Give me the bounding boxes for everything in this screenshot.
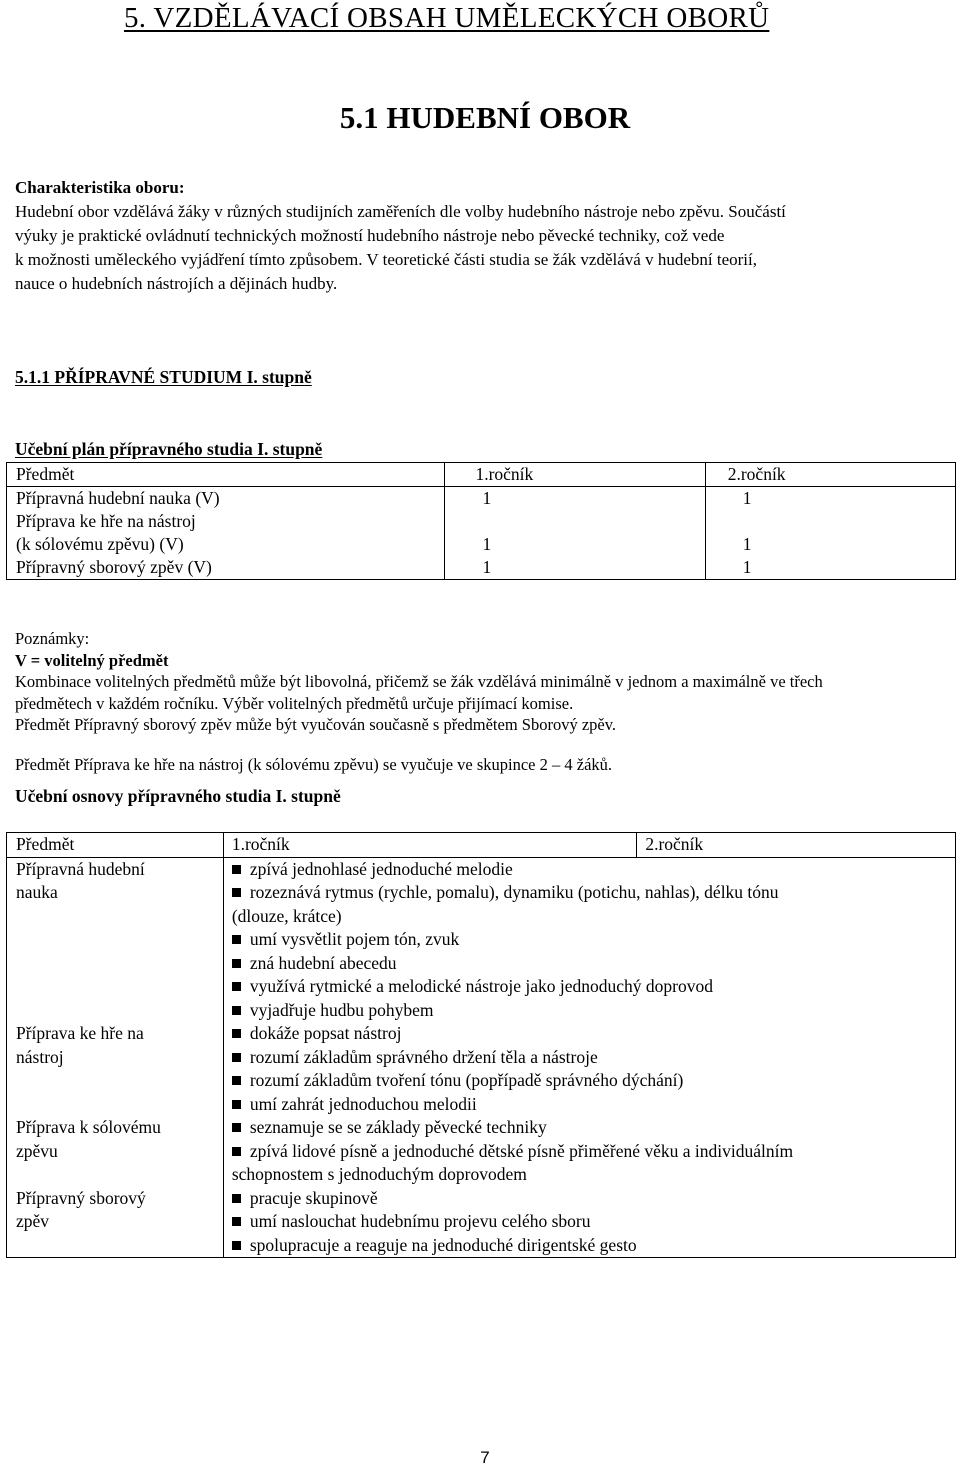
header-year-1: 1.ročník xyxy=(445,463,705,487)
curriculum-block xyxy=(7,857,956,1022)
main-title: 5. VZDĚLÁVACÍ OBSAH UMĚLECKÝCH OBORŮ xyxy=(124,2,770,34)
row-subject: (k sólovému zpěvu) (V) xyxy=(7,533,445,556)
bullet-icon xyxy=(232,1241,241,1250)
block-subject: Příprava ke hře na nástroj xyxy=(7,1022,224,1116)
characteristic-text xyxy=(15,200,950,296)
list-item: zpívá lidové písně a jednoduché dětské písně přiměřené věku a individuálním xyxy=(232,1140,947,1164)
block-outcomes xyxy=(223,1022,955,1116)
header-year-1: 1.ročník xyxy=(223,833,637,858)
bullet-icon xyxy=(232,1053,241,1062)
block-subject: Přípravná hudební nauka xyxy=(7,857,224,1022)
row-year-1: 1 xyxy=(445,487,705,511)
row-year-2: 1 xyxy=(705,533,955,556)
notes-line: Kombinace volitelných předmětů může být libovolná, přičemž se žák vzdělává minimálně v jednom a maximálně ve třech xyxy=(15,672,823,691)
row-subject: Příprava ke hře na nástroj xyxy=(7,510,445,533)
block-subject: Příprava k sólovému zpěvu xyxy=(7,1116,224,1187)
table-row xyxy=(7,556,956,580)
list-item: umí vysvětlit pojem tón, zvuk xyxy=(232,928,947,952)
characteristic-heading: Charakteristika oboru: xyxy=(15,178,185,197)
table-header-row xyxy=(7,833,956,858)
notes xyxy=(15,628,950,775)
list-item: spolupracuje a reaguje na jednoduché dirigentské gesto xyxy=(232,1234,947,1258)
bullet-icon xyxy=(232,1076,241,1085)
row-year-2: 1 xyxy=(705,556,955,580)
curriculum-block xyxy=(7,1116,956,1187)
list-item: zná hudební abecedu xyxy=(232,952,947,976)
row-year-2: 1 xyxy=(705,487,955,511)
notes-legend: V = volitelný předmět xyxy=(15,650,169,670)
curriculum-block xyxy=(7,1187,956,1258)
bullet-icon xyxy=(232,1217,241,1226)
bullet-icon xyxy=(232,1029,241,1038)
characteristic-line: k možnosti uměleckého vyjádření tímto způsobem. V teoretické části studia se žák vzdělává v hudební teorií, xyxy=(15,250,757,269)
plan-heading: Učební plán přípravného studia I. stupně xyxy=(15,439,323,459)
row-subject: Přípravná hudební nauka (V) xyxy=(7,487,445,511)
bullet-icon xyxy=(232,1194,241,1203)
row-year-1 xyxy=(445,510,705,533)
row-year-1: 1 xyxy=(445,556,705,580)
characteristic-line: Hudební obor vzdělává žáky v různých studijních zaměřeních dle volby hudebního nástroje nebo zpěvu. Součástí xyxy=(15,202,786,221)
row-year-1: 1 xyxy=(445,533,705,556)
list-item: pracuje skupinově xyxy=(232,1187,947,1211)
list-item: umí naslouchat hudebnímu projevu celého sboru xyxy=(232,1210,947,1234)
notes-line: Předmět Přípravný sborový zpěv může být vyučován současně s předmětem Sborový zpěv. xyxy=(15,715,617,734)
list-item: dokáže popsat nástroj xyxy=(232,1022,947,1046)
bullet-icon xyxy=(232,1006,241,1015)
table-row xyxy=(7,510,956,533)
study-plan-table xyxy=(6,462,956,580)
curriculum-block xyxy=(7,1022,956,1116)
notes-label: Poznámky: xyxy=(15,629,90,648)
header-year-2: 2.ročník xyxy=(637,833,956,858)
list-item: rozeznává rytmus (rychle, pomalu), dynamiku (potichu, nahlas), délku tónu xyxy=(232,881,947,905)
block-outcomes xyxy=(223,1116,955,1187)
bullet-icon xyxy=(232,1100,241,1109)
list-item-continuation: (dlouze, krátce) xyxy=(231,905,342,926)
section-heading: 5.1.1 PŘÍPRAVNÉ STUDIUM I. stupně xyxy=(15,367,312,387)
table-header-row xyxy=(7,463,956,487)
list-item: vyjadřuje hudbu pohybem xyxy=(232,999,947,1023)
list-item-continuation: schopnostem s jednoduchým doprovodem xyxy=(231,1164,527,1184)
header-year-2: 2.ročník xyxy=(705,463,955,487)
list-item: seznamuje se se základy pěvecké techniky xyxy=(232,1116,947,1140)
notes-extra: Předmět Příprava ke hře na nástroj (k sólovému zpěvu) se vyučuje ve skupince 2 – 4 žáků. xyxy=(15,754,613,774)
block-outcomes xyxy=(223,1187,955,1258)
bullet-icon xyxy=(232,982,241,991)
characteristic-line: nauce o hudebních nástrojích a dějinách hudby. xyxy=(15,274,338,293)
list-item: využívá rytmické a melodické nástroje jako jednoduchý doprovod xyxy=(232,975,947,999)
header-subject: Předmět xyxy=(7,463,445,487)
list-item: zpívá jednohlasé jednoduché melodie xyxy=(232,858,947,882)
notes-line: předmětech v každém ročníku. Výběr volitelných předmětů určuje přijímací komise. xyxy=(15,693,574,713)
curriculum-table xyxy=(6,832,956,1258)
bullet-icon xyxy=(232,865,241,874)
table-row xyxy=(7,533,956,556)
bullet-icon xyxy=(232,1147,241,1156)
block-subject: Přípravný sborový zpěv xyxy=(7,1187,224,1258)
curriculum-heading: Učební osnovy přípravného studia I. stupně xyxy=(15,786,341,806)
row-subject: Přípravný sborový zpěv (V) xyxy=(7,556,445,580)
characteristic-line: výuky je praktické ovládnutí technických možností hudebního nástroje nebo pěvecké techniky, což vede xyxy=(15,226,725,245)
list-item: umí zahrát jednoduchou melodii xyxy=(232,1093,947,1117)
bullet-icon xyxy=(232,935,241,944)
block-outcomes xyxy=(223,857,955,1022)
bullet-icon xyxy=(232,959,241,968)
list-item: rozumí základům tvoření tónu (popřípadě správného dýchání) xyxy=(232,1069,947,1093)
bullet-icon xyxy=(232,1123,241,1132)
table-row xyxy=(7,487,956,511)
page-number: 7 xyxy=(480,1448,490,1467)
header-subject: Předmět xyxy=(7,833,224,858)
sub-title: 5.1 HUDEBNÍ OBOR xyxy=(339,100,631,135)
bullet-icon xyxy=(232,888,241,897)
row-year-2 xyxy=(705,510,955,533)
list-item: rozumí základům správného držení těla a nástroje xyxy=(232,1046,947,1070)
